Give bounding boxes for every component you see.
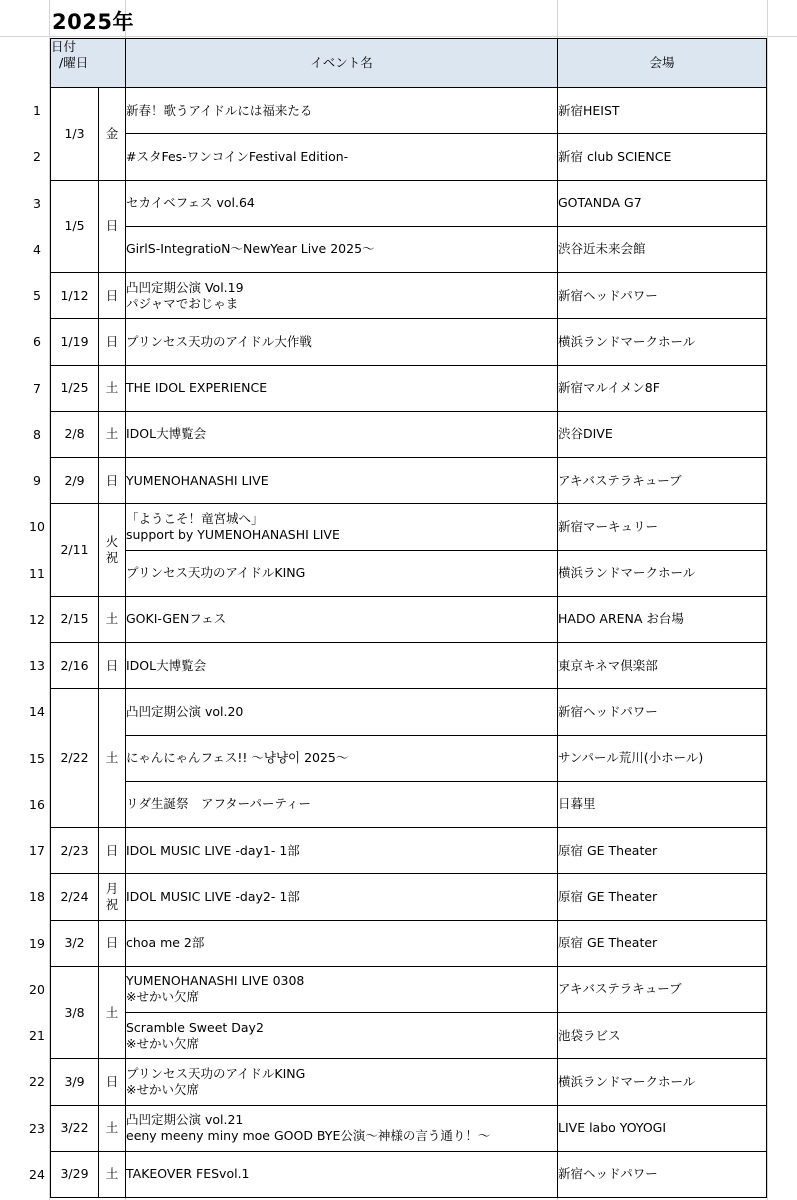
page-title: 2025年 <box>52 10 134 34</box>
venue-cell: 原宿 GE Theater <box>558 920 767 966</box>
row-number: 24 <box>29 1166 45 1182</box>
venue-cell: 横浜ランドマークホール <box>558 319 767 365</box>
row-number: 14 <box>29 704 45 720</box>
event-name-line: GOKI-GENフェス <box>126 611 227 627</box>
event-name-line: 「ようこそ！竜宮城へ」 <box>126 510 264 526</box>
row-number: 12 <box>29 611 45 627</box>
event-cell <box>126 1105 558 1151</box>
weekday-cell: 日 <box>99 180 126 273</box>
weekday-cell: 日 <box>99 828 126 874</box>
event-cell <box>126 550 558 596</box>
event-cell <box>126 365 558 411</box>
row-number: 7 <box>33 380 41 396</box>
date-cell: 3/22 <box>51 1105 99 1151</box>
row-number: 2 <box>33 149 41 165</box>
event-name-line: GirlS-IntegratioN～NewYear Live 2025～ <box>126 241 375 257</box>
event-cell <box>126 226 558 272</box>
table-row <box>51 550 767 596</box>
event-cell <box>126 596 558 642</box>
event-name-line: YUMENOHANASHI LIVE 0308 <box>126 973 305 989</box>
weekday-cell: 日 <box>99 319 126 365</box>
schedule-table <box>50 38 767 1198</box>
event-name-line: セカイベフェス vol.64 <box>126 195 255 211</box>
event-cell <box>126 1151 558 1197</box>
table-row <box>51 226 767 272</box>
event-name-line: #スタFes-ワンコインFestival Edition- <box>126 148 349 164</box>
event-cell <box>126 828 558 874</box>
event-name-line: TAKEOVER FESvol.1 <box>126 1166 250 1182</box>
row-number: 1 <box>33 103 41 119</box>
event-cell <box>126 458 558 504</box>
event-name-line: Scramble Sweet Day2 <box>126 1019 264 1035</box>
table-row <box>51 828 767 874</box>
table-row <box>51 180 767 226</box>
header-date <box>51 39 126 88</box>
date-cell: 2/24 <box>51 874 99 920</box>
event-name-line: プリンセス天功のアイドル大作戦 <box>126 333 312 349</box>
header-venue: 会場 <box>558 39 767 88</box>
table-row <box>51 1151 767 1197</box>
venue-cell: 新宿マーキュリー <box>558 504 767 550</box>
weekday-cell: 土 <box>99 365 126 411</box>
row-number: 5 <box>33 288 41 304</box>
event-name-line: 凸凹定期公演 Vol.19 <box>126 279 244 295</box>
weekday-cell: 日 <box>99 458 126 504</box>
event-cell <box>126 88 558 134</box>
row-number: 16 <box>29 796 45 812</box>
weekday-cell: 土 <box>99 1151 126 1197</box>
event-cell <box>126 134 558 180</box>
row-number: 8 <box>33 426 41 442</box>
event-name-line: ※せかい欠席 <box>126 1081 199 1097</box>
event-name-line: choa me 2部 <box>126 935 205 951</box>
row-number: 22 <box>29 1074 45 1090</box>
event-name-line: IDOL大博覧会 <box>126 657 207 673</box>
weekday-cell: 金 <box>99 88 126 181</box>
venue-cell: 新宿ヘッドパワー <box>558 273 767 319</box>
row-number: 20 <box>29 981 45 997</box>
venue-cell: アキバステラキューブ <box>558 966 767 1012</box>
venue-cell: HADO ARENA お台場 <box>558 596 767 642</box>
table-row <box>51 319 767 365</box>
venue-cell: 日暮里 <box>558 781 767 827</box>
event-name-line: IDOL大博覧会 <box>126 426 207 442</box>
date-cell: 3/2 <box>51 920 99 966</box>
weekday-cell: 火 祝 <box>99 504 126 597</box>
row-number: 9 <box>33 473 41 489</box>
row-number: 18 <box>29 889 45 905</box>
event-cell <box>126 504 558 550</box>
event-name-line: にゃんにゃんフェス!! ～냥냥이 2025～ <box>126 750 349 766</box>
row-number: 10 <box>29 519 45 535</box>
table-row <box>51 874 767 920</box>
table-row <box>51 134 767 180</box>
venue-cell: アキバステラキューブ <box>558 458 767 504</box>
weekday-cell: 日 <box>99 1059 126 1105</box>
event-cell <box>126 689 558 735</box>
venue-cell: 横浜ランドマークホール <box>558 550 767 596</box>
event-cell <box>126 874 558 920</box>
row-number: 21 <box>29 1028 45 1044</box>
weekday-cell: 土 <box>99 966 126 1059</box>
header-row <box>51 39 767 88</box>
weekday-cell: 土 <box>99 689 126 828</box>
weekday-cell: 土 <box>99 596 126 642</box>
event-cell <box>126 411 558 457</box>
date-cell: 2/16 <box>51 643 99 689</box>
venue-cell: 渋谷DIVE <box>558 411 767 457</box>
event-cell <box>126 273 558 319</box>
event-cell <box>126 920 558 966</box>
header-event: イベント名 <box>126 39 558 88</box>
event-cell <box>126 735 558 781</box>
gridline <box>0 36 797 37</box>
row-number: 23 <box>29 1120 45 1136</box>
venue-cell: 新宿HEIST <box>558 88 767 134</box>
date-cell: 2/23 <box>51 828 99 874</box>
table-row <box>51 458 767 504</box>
venue-cell: LIVE labo YOYOGI <box>558 1105 767 1151</box>
weekday-cell: 土 <box>99 1105 126 1151</box>
event-name-line: パジャマでおじゃま <box>126 295 239 311</box>
row-number: 17 <box>29 843 45 859</box>
row-number: 11 <box>29 565 45 581</box>
table-row <box>51 365 767 411</box>
event-name-line: ※せかい欠席 <box>126 1035 199 1051</box>
venue-cell: 池袋ラビス <box>558 1013 767 1059</box>
row-number: 4 <box>33 241 41 257</box>
event-name-line: IDOL MUSIC LIVE -day1- 1部 <box>126 842 300 858</box>
table-row <box>51 689 767 735</box>
date-cell: 3/9 <box>51 1059 99 1105</box>
table-row <box>51 1105 767 1151</box>
event-cell <box>126 643 558 689</box>
table-row <box>51 504 767 550</box>
date-cell: 1/12 <box>51 273 99 319</box>
date-cell: 2/22 <box>51 689 99 828</box>
date-cell: 2/8 <box>51 411 99 457</box>
row-number: 19 <box>29 935 45 951</box>
date-cell: 1/25 <box>51 365 99 411</box>
table-row <box>51 735 767 781</box>
event-name-line: 凸凹定期公演 vol.20 <box>126 703 244 719</box>
row-number: 3 <box>33 195 41 211</box>
venue-cell: 渋谷近未来会館 <box>558 226 767 272</box>
date-cell: 1/19 <box>51 319 99 365</box>
event-name-line: YUMENOHANASHI LIVE <box>126 472 269 488</box>
table-row <box>51 411 767 457</box>
event-name-line: THE IDOL EXPERIENCE <box>126 380 268 396</box>
weekday-cell: 日 <box>99 920 126 966</box>
table-row <box>51 920 767 966</box>
event-cell <box>126 781 558 827</box>
weekday-cell: 日 <box>99 273 126 319</box>
venue-cell: 新宿ヘッドパワー <box>558 1151 767 1197</box>
table-row <box>51 643 767 689</box>
weekday-cell: 土 <box>99 411 126 457</box>
row-number: 6 <box>33 334 41 350</box>
date-cell: 1/3 <box>51 88 99 181</box>
event-name-line: ※せかい欠席 <box>126 989 199 1005</box>
event-cell <box>126 1013 558 1059</box>
event-name-line: プリンセス天功のアイドルKING <box>126 565 306 581</box>
event-name-line: IDOL MUSIC LIVE -day2- 1部 <box>126 888 300 904</box>
row-number: 13 <box>29 658 45 674</box>
date-cell: 1/5 <box>51 180 99 273</box>
event-cell <box>126 319 558 365</box>
event-cell <box>126 966 558 1012</box>
event-name-line: eeny meeny miny moe GOOD BYE公演～神様の言う通り！～ <box>126 1128 491 1144</box>
event-name-line: リダ生誕祭 アフターパーティー <box>126 796 312 812</box>
header-date-line1: 日付 <box>51 39 77 54</box>
venue-cell: 原宿 GE Theater <box>558 828 767 874</box>
weekday-cell: 月 祝 <box>99 874 126 920</box>
venue-cell: 新宿 club SCIENCE <box>558 134 767 180</box>
table-row <box>51 966 767 1012</box>
table-row <box>51 781 767 827</box>
venue-cell: 新宿マルイメン8F <box>558 365 767 411</box>
weekday-cell: 日 <box>99 643 126 689</box>
venue-cell: 新宿ヘッドパワー <box>558 689 767 735</box>
venue-cell: 原宿 GE Theater <box>558 874 767 920</box>
table-row <box>51 273 767 319</box>
header-date-line2: /曜日 <box>59 55 89 70</box>
event-cell <box>126 1059 558 1105</box>
event-name-line: 新春！歌うアイドルには福来たる <box>126 102 313 118</box>
venue-cell: サンパール荒川(小ホール) <box>558 735 767 781</box>
date-cell: 2/15 <box>51 596 99 642</box>
venue-cell: 東京キネマ倶楽部 <box>558 643 767 689</box>
row-number: 15 <box>29 750 45 766</box>
event-name-line: support by YUMENOHANASHI LIVE <box>126 526 340 542</box>
event-name-line: プリンセス天功のアイドルKING <box>126 1065 306 1081</box>
date-cell: 2/9 <box>51 458 99 504</box>
date-cell: 2/11 <box>51 504 99 597</box>
venue-cell: GOTANDA G7 <box>558 180 767 226</box>
date-cell: 3/29 <box>51 1151 99 1197</box>
event-cell <box>126 180 558 226</box>
gridline <box>767 0 768 1200</box>
event-name-line: 凸凹定期公演 vol.21 <box>126 1112 244 1128</box>
date-cell: 3/8 <box>51 966 99 1059</box>
table-row <box>51 596 767 642</box>
table-row <box>51 1013 767 1059</box>
table-row <box>51 1059 767 1105</box>
table-row <box>51 88 767 134</box>
venue-cell: 横浜ランドマークホール <box>558 1059 767 1105</box>
